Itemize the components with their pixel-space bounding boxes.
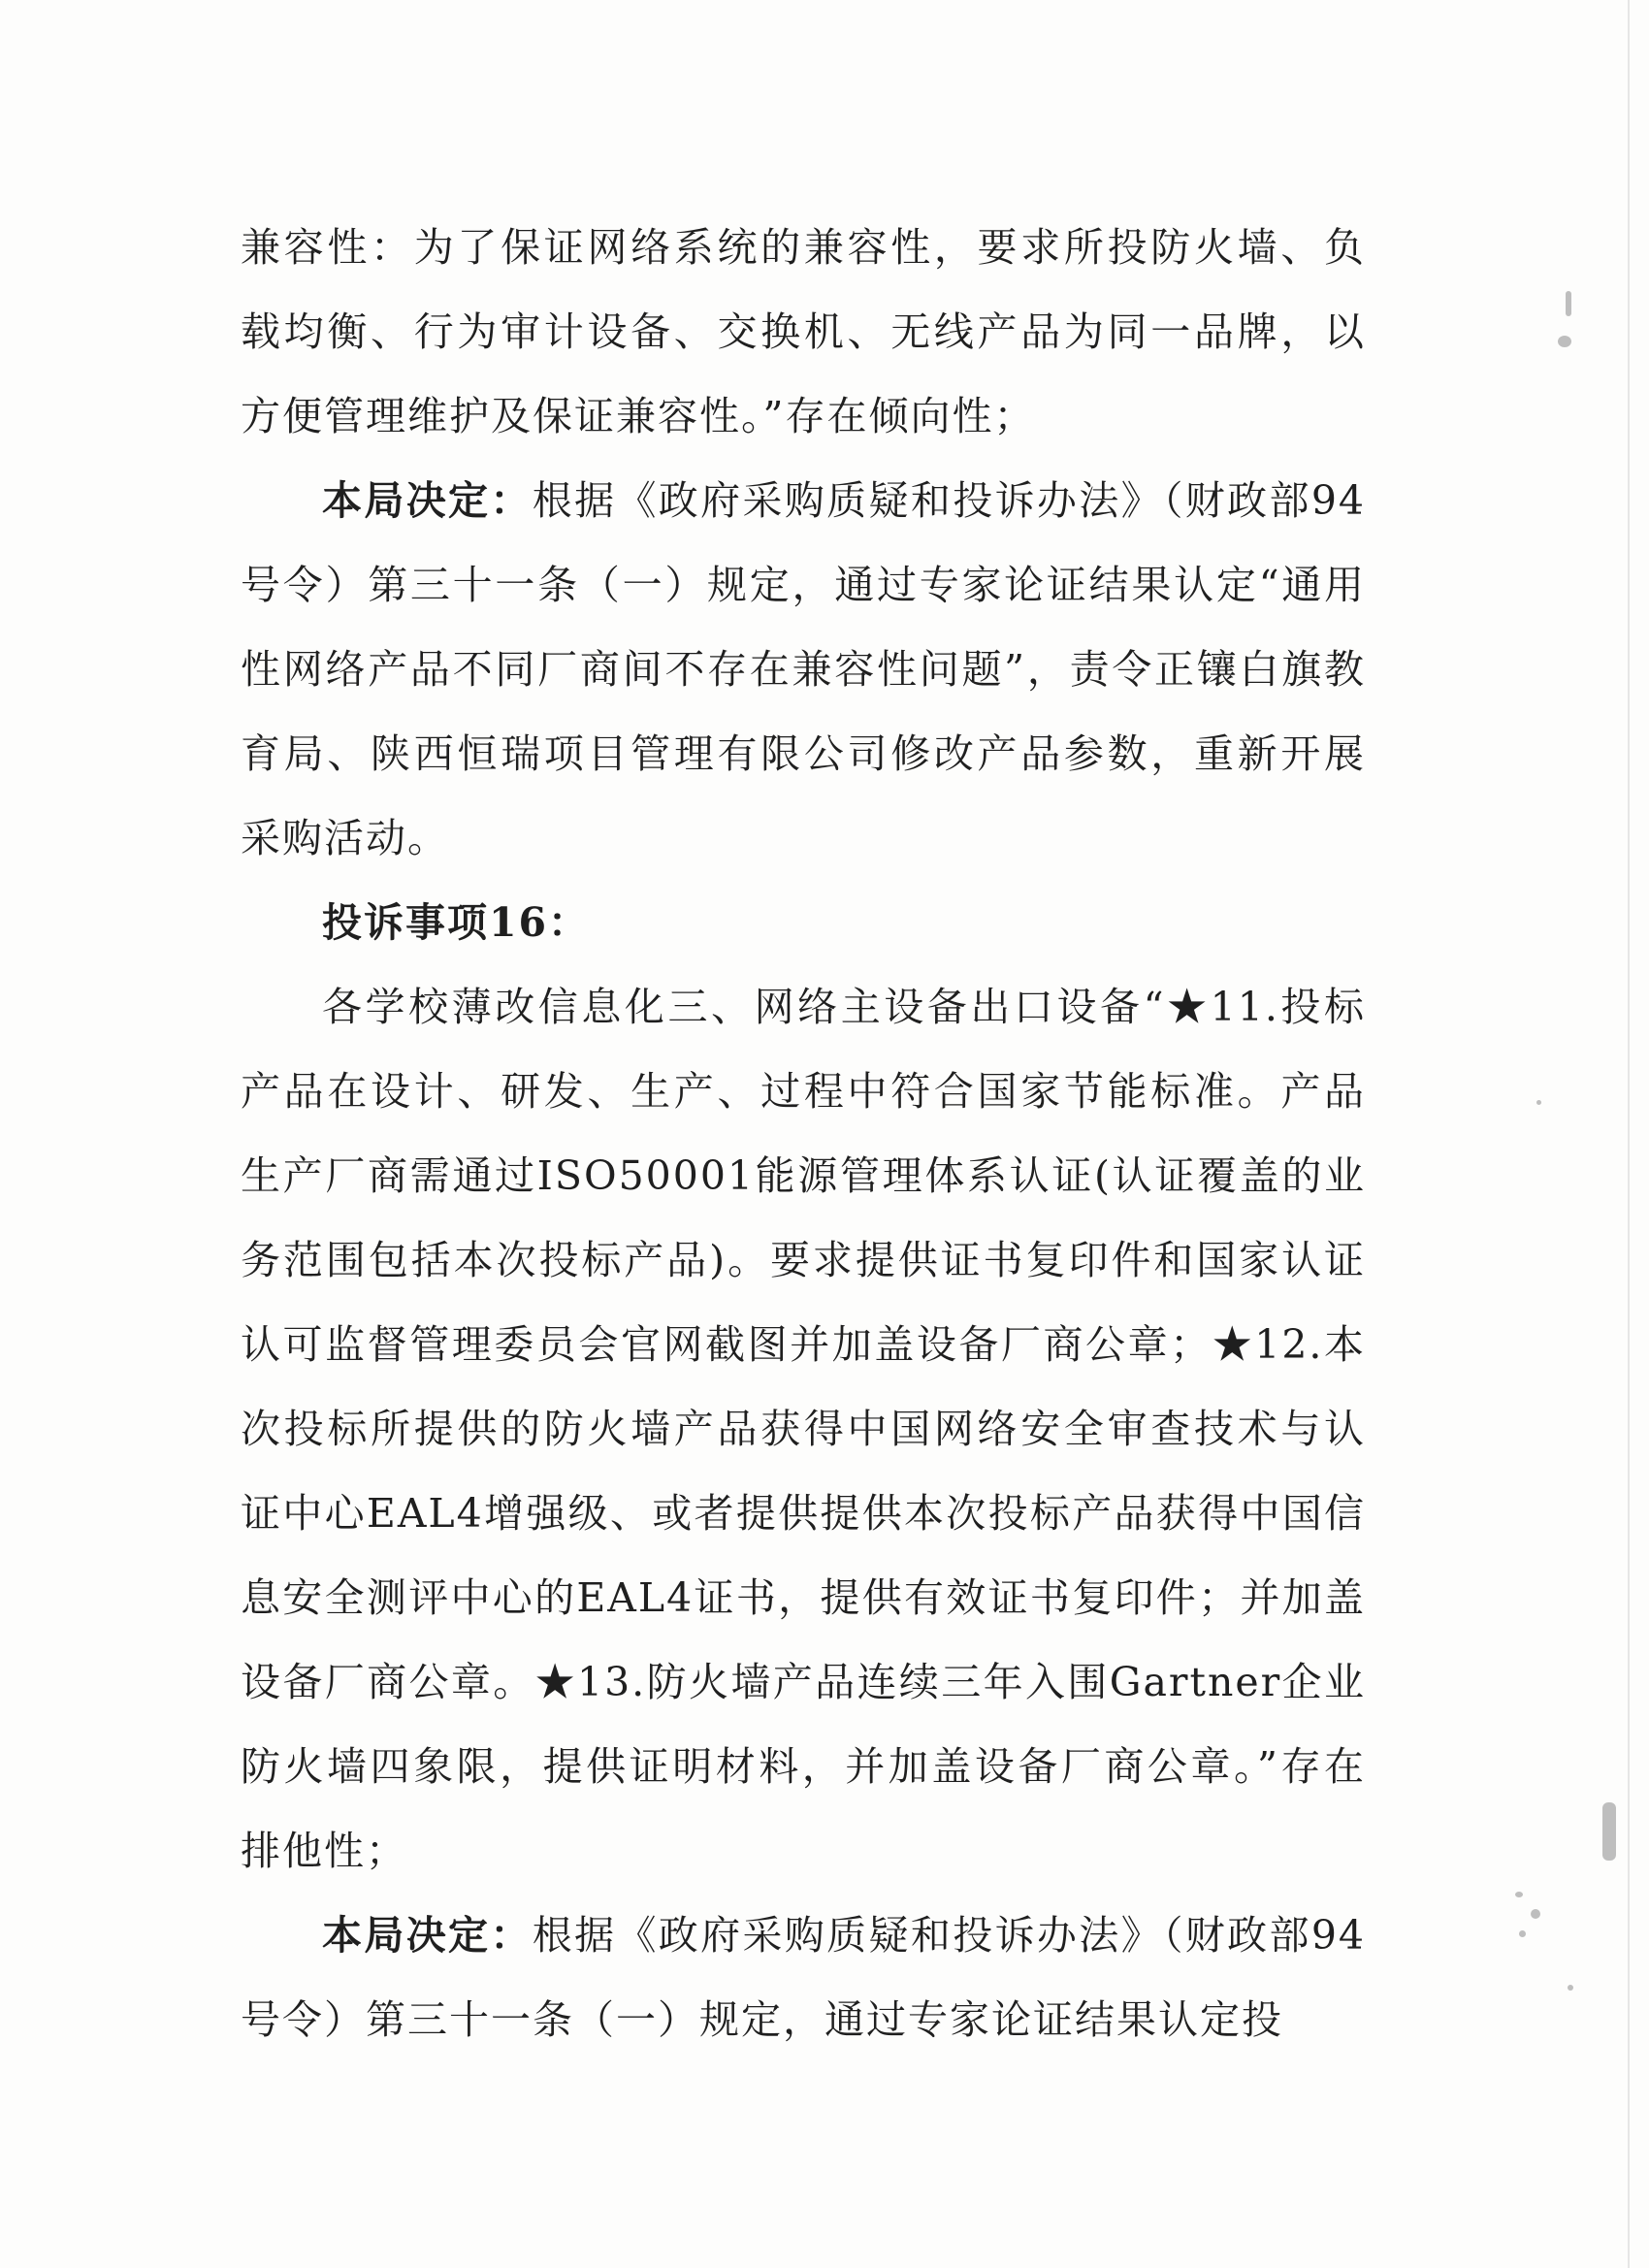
scan-speck <box>1536 1100 1541 1105</box>
decision-text: 根据《政府采购质疑和投诉办法》（财政部94号令）第三十一条（一）规定，通过专家论证结果认定“通用性网络产品不同厂商间不存在兼容性问题”，责令正镶白旗教育局、陕西恒瑞项目管理有限公司修改产品参数，重新开展采购活动。 <box>241 477 1367 861</box>
scan-speck <box>1568 1985 1573 1991</box>
paragraph-compatibility: 兼容性：为了保证网络系统的兼容性，要求所投防火墙、负载均衡、行为审计设备、交换机、无线产品为同一品牌，以方便管理维护及保证兼容性。”存在倾向性； <box>241 224 1366 439</box>
scan-speck <box>1515 1892 1523 1897</box>
scan-speck <box>1558 336 1571 347</box>
complaint-item-heading: 投诉事项16： <box>322 899 591 946</box>
scan-speck <box>1531 1909 1540 1919</box>
scan-speck <box>1566 291 1571 316</box>
paragraph-decision-15 <box>241 459 1366 881</box>
scan-speck <box>1519 1930 1526 1937</box>
paragraph-complaint-16: 各学校薄改信息化三、网络主设备出口设备“★11.投标产品在设计、研发、生产、过程中符合国家节能标准。产品生产厂商需通过ISO50001能源管理体系认证(认证覆盖的业务范围包括本次投标产品)。要求提供证书复印件和国家认证认可监督管理委员会官网截图并加盖设备厂商公章；★12.本次投标所提供的防火墙产品获得中国网络安全审查技术与认证中心EAL4增强级、或者提供提供本次投标产品获得中国信息安全测评中心的EAL4证书，提供有效证书复印件；并加盖设备厂商公章。★13.防火墙产品连续三年入围Gartner企业防火墙四象限，提供证明材料，并加盖设备厂商公章。”存在排他性； <box>241 984 1366 1874</box>
decision-lead: 本局决定： <box>322 477 533 524</box>
scan-speck <box>1602 1802 1616 1861</box>
scan-edge-line <box>1628 0 1630 2268</box>
paragraph-decision-16 <box>241 1894 1366 2062</box>
document-body <box>241 206 1366 2062</box>
decision-text: 根据《政府采购质疑和投诉办法》（财政部94号令）第三十一条（一）规定，通过专家论证结果认定投 <box>241 1912 1367 2043</box>
decision-lead: 本局决定： <box>322 1912 533 1959</box>
